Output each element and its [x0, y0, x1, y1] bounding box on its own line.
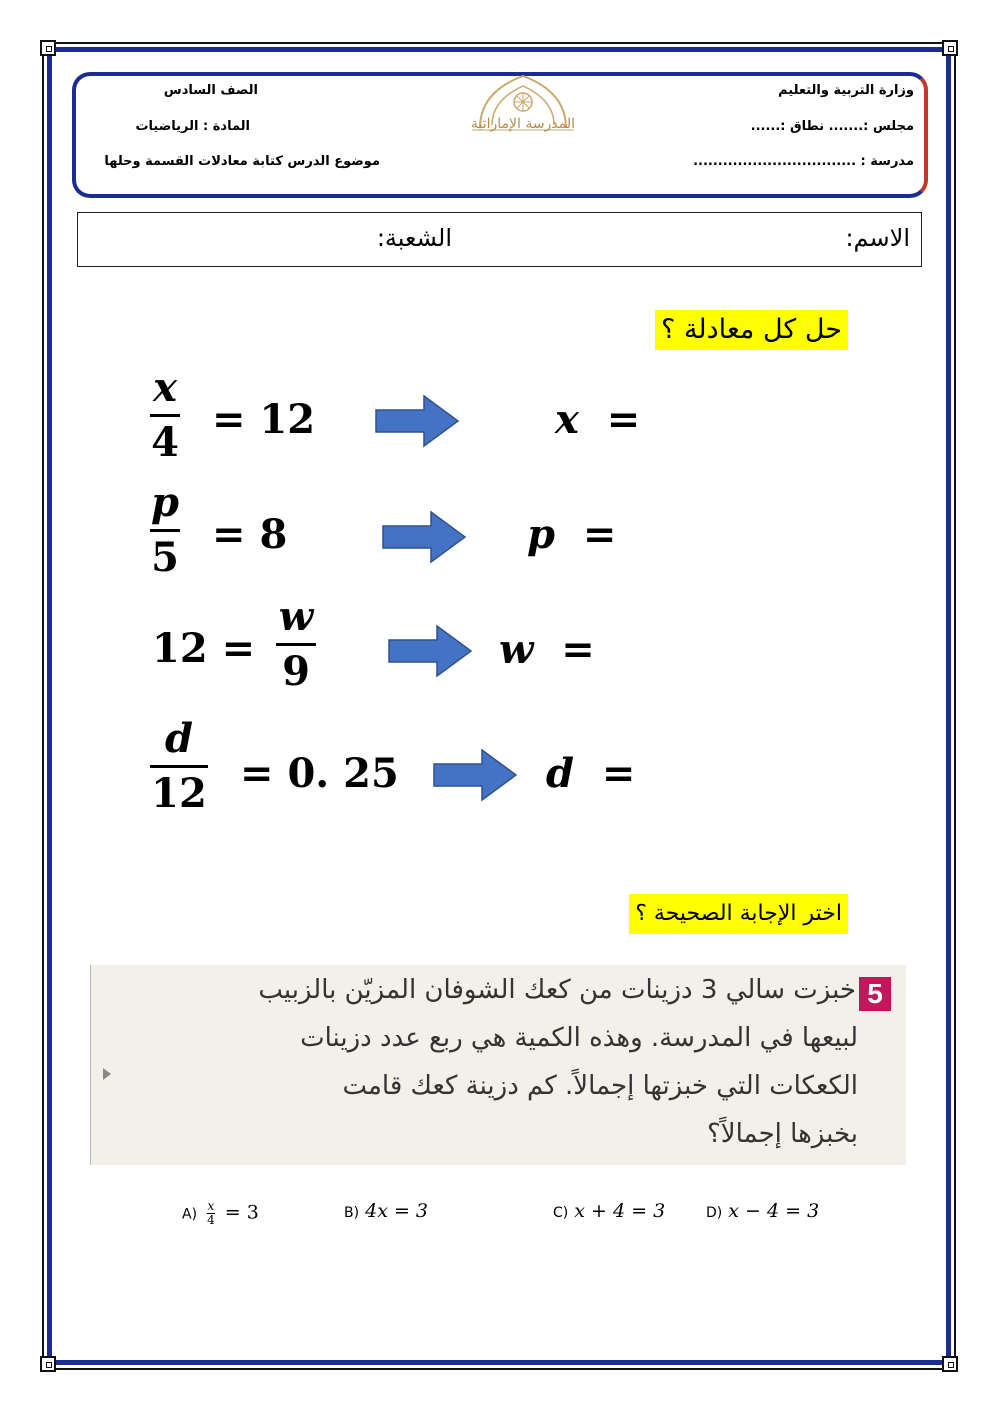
eq1-answer[interactable]	[555, 396, 640, 443]
grade-text: الصف السادس	[163, 83, 258, 98]
eq4-rhs: = 0. 25	[240, 750, 399, 797]
eq3-lhs: 12 =	[152, 625, 256, 672]
eq4-numerator: d	[165, 715, 193, 762]
option-a-fraction	[207, 1200, 215, 1227]
section-label[interactable]: الشعبة:	[376, 224, 452, 252]
option-b-expr: 4x = 3	[365, 1200, 429, 1222]
eq3-denominator: 9	[282, 648, 310, 695]
eq4-fraction	[150, 717, 208, 816]
student-info-box	[77, 212, 922, 267]
frame-corner-top-right	[942, 40, 958, 56]
eq2-arrow-icon	[381, 510, 467, 564]
school-text: مدرسة : .................................	[693, 154, 914, 169]
word-problem-image	[90, 965, 906, 1165]
problem-line-1: خبزت سالي 3 دزينات من كعك الشوفان المزيّن بالزبيب	[258, 975, 856, 1005]
eq2-numerator: p	[151, 479, 179, 526]
eq4-answer[interactable]	[546, 750, 635, 797]
subject-text: المادة : الرياضيات	[135, 119, 250, 134]
eq1-numerator: x	[153, 364, 177, 411]
eq2-answer-eq: =	[582, 511, 617, 558]
option-d[interactable]	[706, 1200, 819, 1222]
option-c-expr: x + 4 = 3	[574, 1200, 666, 1222]
eq2-answer-var: p	[527, 511, 555, 558]
option-d-label: D)	[706, 1205, 723, 1221]
eq3-fraction	[276, 595, 316, 694]
eq4-denominator: 12	[151, 770, 207, 817]
problem-number-badge: 5	[859, 977, 891, 1011]
eq4-answer-var: d	[546, 750, 574, 797]
eq4-arrow-icon	[432, 748, 518, 802]
eq1-answer-eq: =	[606, 396, 641, 443]
eq3-answer-eq: =	[561, 626, 595, 673]
problem-line-3: الكعكات التي خبزتها إجمالاً. كم دزينة كعك قامت	[342, 1071, 858, 1101]
option-c-label: C)	[553, 1205, 569, 1221]
name-label[interactable]: الاسم:	[845, 224, 910, 252]
eq3-answer-var: w	[499, 626, 534, 673]
eq1-denominator: 4	[151, 419, 179, 466]
eq1-answer-var: x	[555, 396, 579, 443]
eq2-rhs: = 8	[212, 511, 288, 558]
option-d-expr: x − 4 = 3	[728, 1200, 820, 1222]
option-b[interactable]	[344, 1200, 428, 1222]
eq3-answer[interactable]	[499, 626, 595, 673]
side-marker-icon	[103, 1068, 111, 1080]
option-a-den: 4	[207, 1213, 215, 1227]
school-logo	[470, 70, 576, 150]
frame-corner-top-left	[40, 40, 56, 56]
eq2-denominator: 5	[151, 534, 179, 581]
problem-line-2: لبيعها في المدرسة. وهذه الكمية هي ربع عدد دزينات	[300, 1023, 858, 1053]
frame-corner-bottom-left	[40, 1356, 56, 1372]
council-text: مجلس :....... نطاق :......	[750, 119, 914, 134]
eq3-numerator: w	[278, 593, 314, 640]
section1-title: حل كل معادلة ؟	[655, 310, 848, 350]
topic-text: موضوع الدرس كتابة معادلات القسمة وحلها	[104, 154, 380, 169]
eq1-arrow-icon	[374, 394, 460, 448]
eq3-arrow-icon	[387, 624, 473, 678]
eq4-answer-eq: =	[601, 750, 636, 797]
eq2-answer[interactable]	[527, 511, 616, 558]
option-c[interactable]	[553, 1200, 665, 1222]
option-a-label: A)	[182, 1206, 198, 1223]
eq1-fraction	[150, 366, 180, 465]
option-a-rest: = 3	[224, 1201, 259, 1224]
frame-corner-bottom-right	[942, 1356, 958, 1372]
ministry-text: وزارة التربية والتعليم	[778, 83, 914, 98]
logo-text: المدرسة الإماراتية	[471, 116, 575, 132]
problem-line-4: بخبزها إجمالاً؟	[707, 1119, 858, 1149]
option-a[interactable]	[182, 1200, 259, 1227]
option-a-num: x	[207, 1199, 215, 1213]
eq2-fraction	[150, 481, 180, 580]
eq1-rhs: = 12	[212, 396, 316, 443]
option-b-label: B)	[344, 1205, 360, 1221]
section2-title: اختر الإجابة الصحيحة ؟	[629, 894, 848, 934]
